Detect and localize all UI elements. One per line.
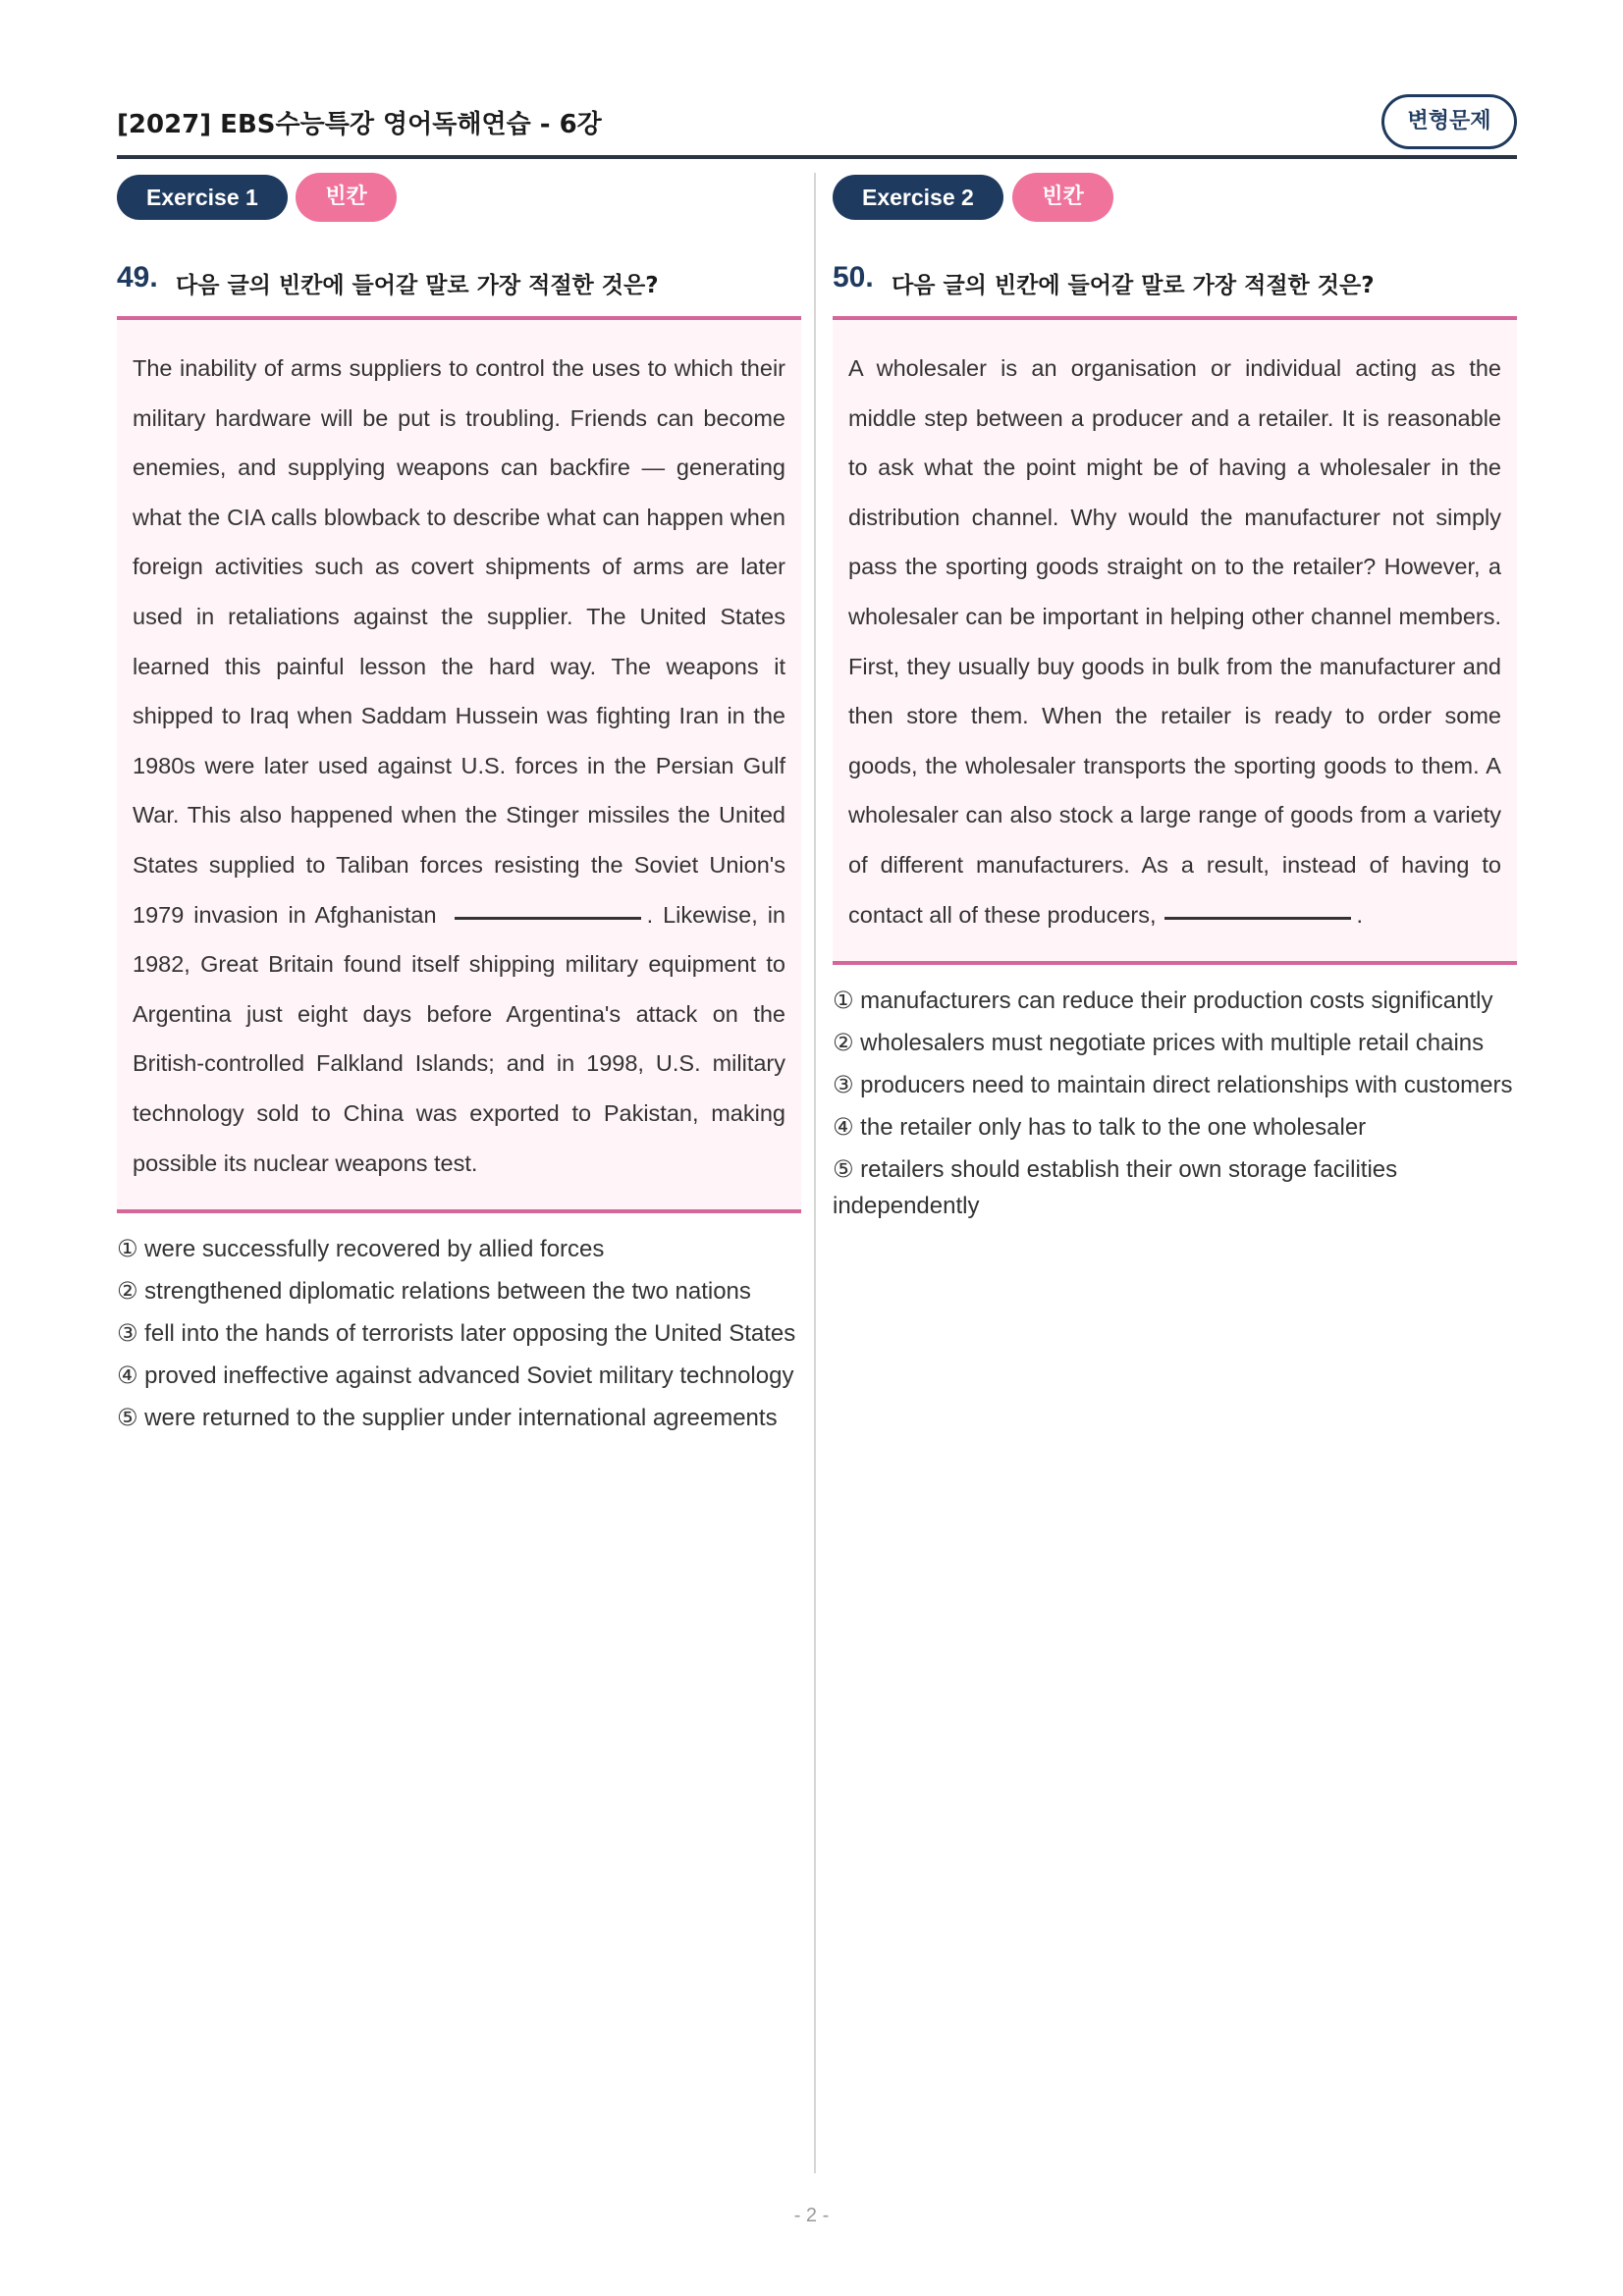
exercise-1-column — [117, 173, 801, 1442]
answer-blank — [455, 917, 641, 920]
document-title: [2027] EBS수능특강 영어독해연습 - 6강 — [117, 110, 602, 139]
page-header — [117, 94, 1517, 161]
exercise-1-tag: Exercise 1 — [117, 175, 288, 220]
column-divider — [814, 173, 816, 2173]
question-50-choices — [833, 983, 1517, 1224]
question-50-passage — [833, 316, 1517, 965]
exercise-1-tags — [117, 173, 801, 222]
choice-2[interactable]: ② wholesalers must negotiate prices with multiple retail chains — [833, 1030, 1485, 1057]
choice-1[interactable]: ① manufacturers can reduce their production costs significantly — [833, 988, 1493, 1015]
question-49-number: 49. — [117, 261, 158, 294]
answer-blank — [1164, 917, 1351, 920]
question-49-passage — [117, 316, 801, 1213]
header-divider — [117, 155, 1517, 159]
passage-after-blank: . Likewise, in 1982, Great Britain found itself shipping military equipment to Argentina just eight days before Argentina's attack on the British-controlled Falkland Islands; and in 1998, U.S. military technology sold to China was exported to Pakistan, making possible its nuclear weapons test. — [133, 901, 785, 1176]
exercise-2-tag: Exercise 2 — [833, 175, 1003, 220]
choice-5[interactable]: ⑤ retailers should establish their own storage facilities independently — [833, 1156, 1398, 1220]
passage-before-blank: The inability of arms suppliers to control the uses to which their military hardware will be put is troubling. Friends can become enemies, and supplying weapons can backfire — generating what the CIA calls blowback to describe what can happen when foreign activities such as covert shipments of arms are later used in retaliations against the supplier. The United States learned this painful lesson the hard way. The weapons it shipped to Iraq when Saddam Hussein was fighting Iran in the 1980s were later used against U.S. forces in the Persian Gulf War. This also happened when the Stinger missiles the United States supplied to Taliban forces resisting the Soviet Union's 1979 invasion in Afghanistan — [133, 355, 785, 928]
passage-text — [848, 344, 1501, 939]
variant-badge: 변형문제 — [1381, 94, 1517, 149]
choice-3[interactable]: ③ fell into the hands of terrorists later opposing the United States — [117, 1320, 796, 1348]
passage-text — [133, 344, 785, 1188]
choice-3[interactable]: ③ producers need to maintain direct relationships with customers — [833, 1072, 1513, 1099]
choice-1[interactable]: ① were successfully recovered by allied forces — [117, 1236, 605, 1263]
exercise-2-type-tag: 빈칸 — [1012, 173, 1113, 222]
exercise-2-tags — [833, 173, 1517, 222]
question-50-number: 50. — [833, 261, 874, 294]
choice-4[interactable]: ④ the retailer only has to talk to the one wholesaler — [833, 1114, 1367, 1142]
question-49-prompt: 다음 글의 빈칸에 들어갈 말로 가장 적절한 것은? — [176, 273, 659, 298]
exercise-2-column — [833, 173, 1517, 1230]
page-number: - 2 - — [793, 2205, 830, 2226]
choice-4[interactable]: ④ proved ineffective against advanced Soviet military technology — [117, 1362, 794, 1390]
question-50-prompt: 다음 글의 빈칸에 들어갈 말로 가장 적절한 것은? — [892, 273, 1375, 298]
choice-5[interactable]: ⑤ were returned to the supplier under international agreements — [117, 1405, 778, 1432]
question-49 — [117, 261, 801, 300]
choice-2[interactable]: ② strengthened diplomatic relations between the two nations — [117, 1278, 751, 1306]
question-49-choices — [117, 1231, 801, 1436]
passage-before-blank: A wholesaler is an organisation or individual acting as the middle step between a producer and a retailer. It is reasonable to ask what the point might be of having a wholesaler in the distribution channel. Why would the manufacturer not simply pass the sporting goods straight on to the retailer? However, a wholesaler can be important in helping other channel members. First, they usually buy goods in bulk from the manufacturer and then store them. When the retailer is ready to order some goods, the wholesaler transports the sporting goods to them. A wholesaler can also stock a large range of goods from a variety of different manufacturers. As a result, instead of having to contact all of these producers, — [848, 355, 1501, 928]
passage-after-blank: . — [1356, 901, 1364, 928]
exercise-1-type-tag: 빈칸 — [296, 173, 397, 222]
question-50 — [833, 261, 1517, 300]
